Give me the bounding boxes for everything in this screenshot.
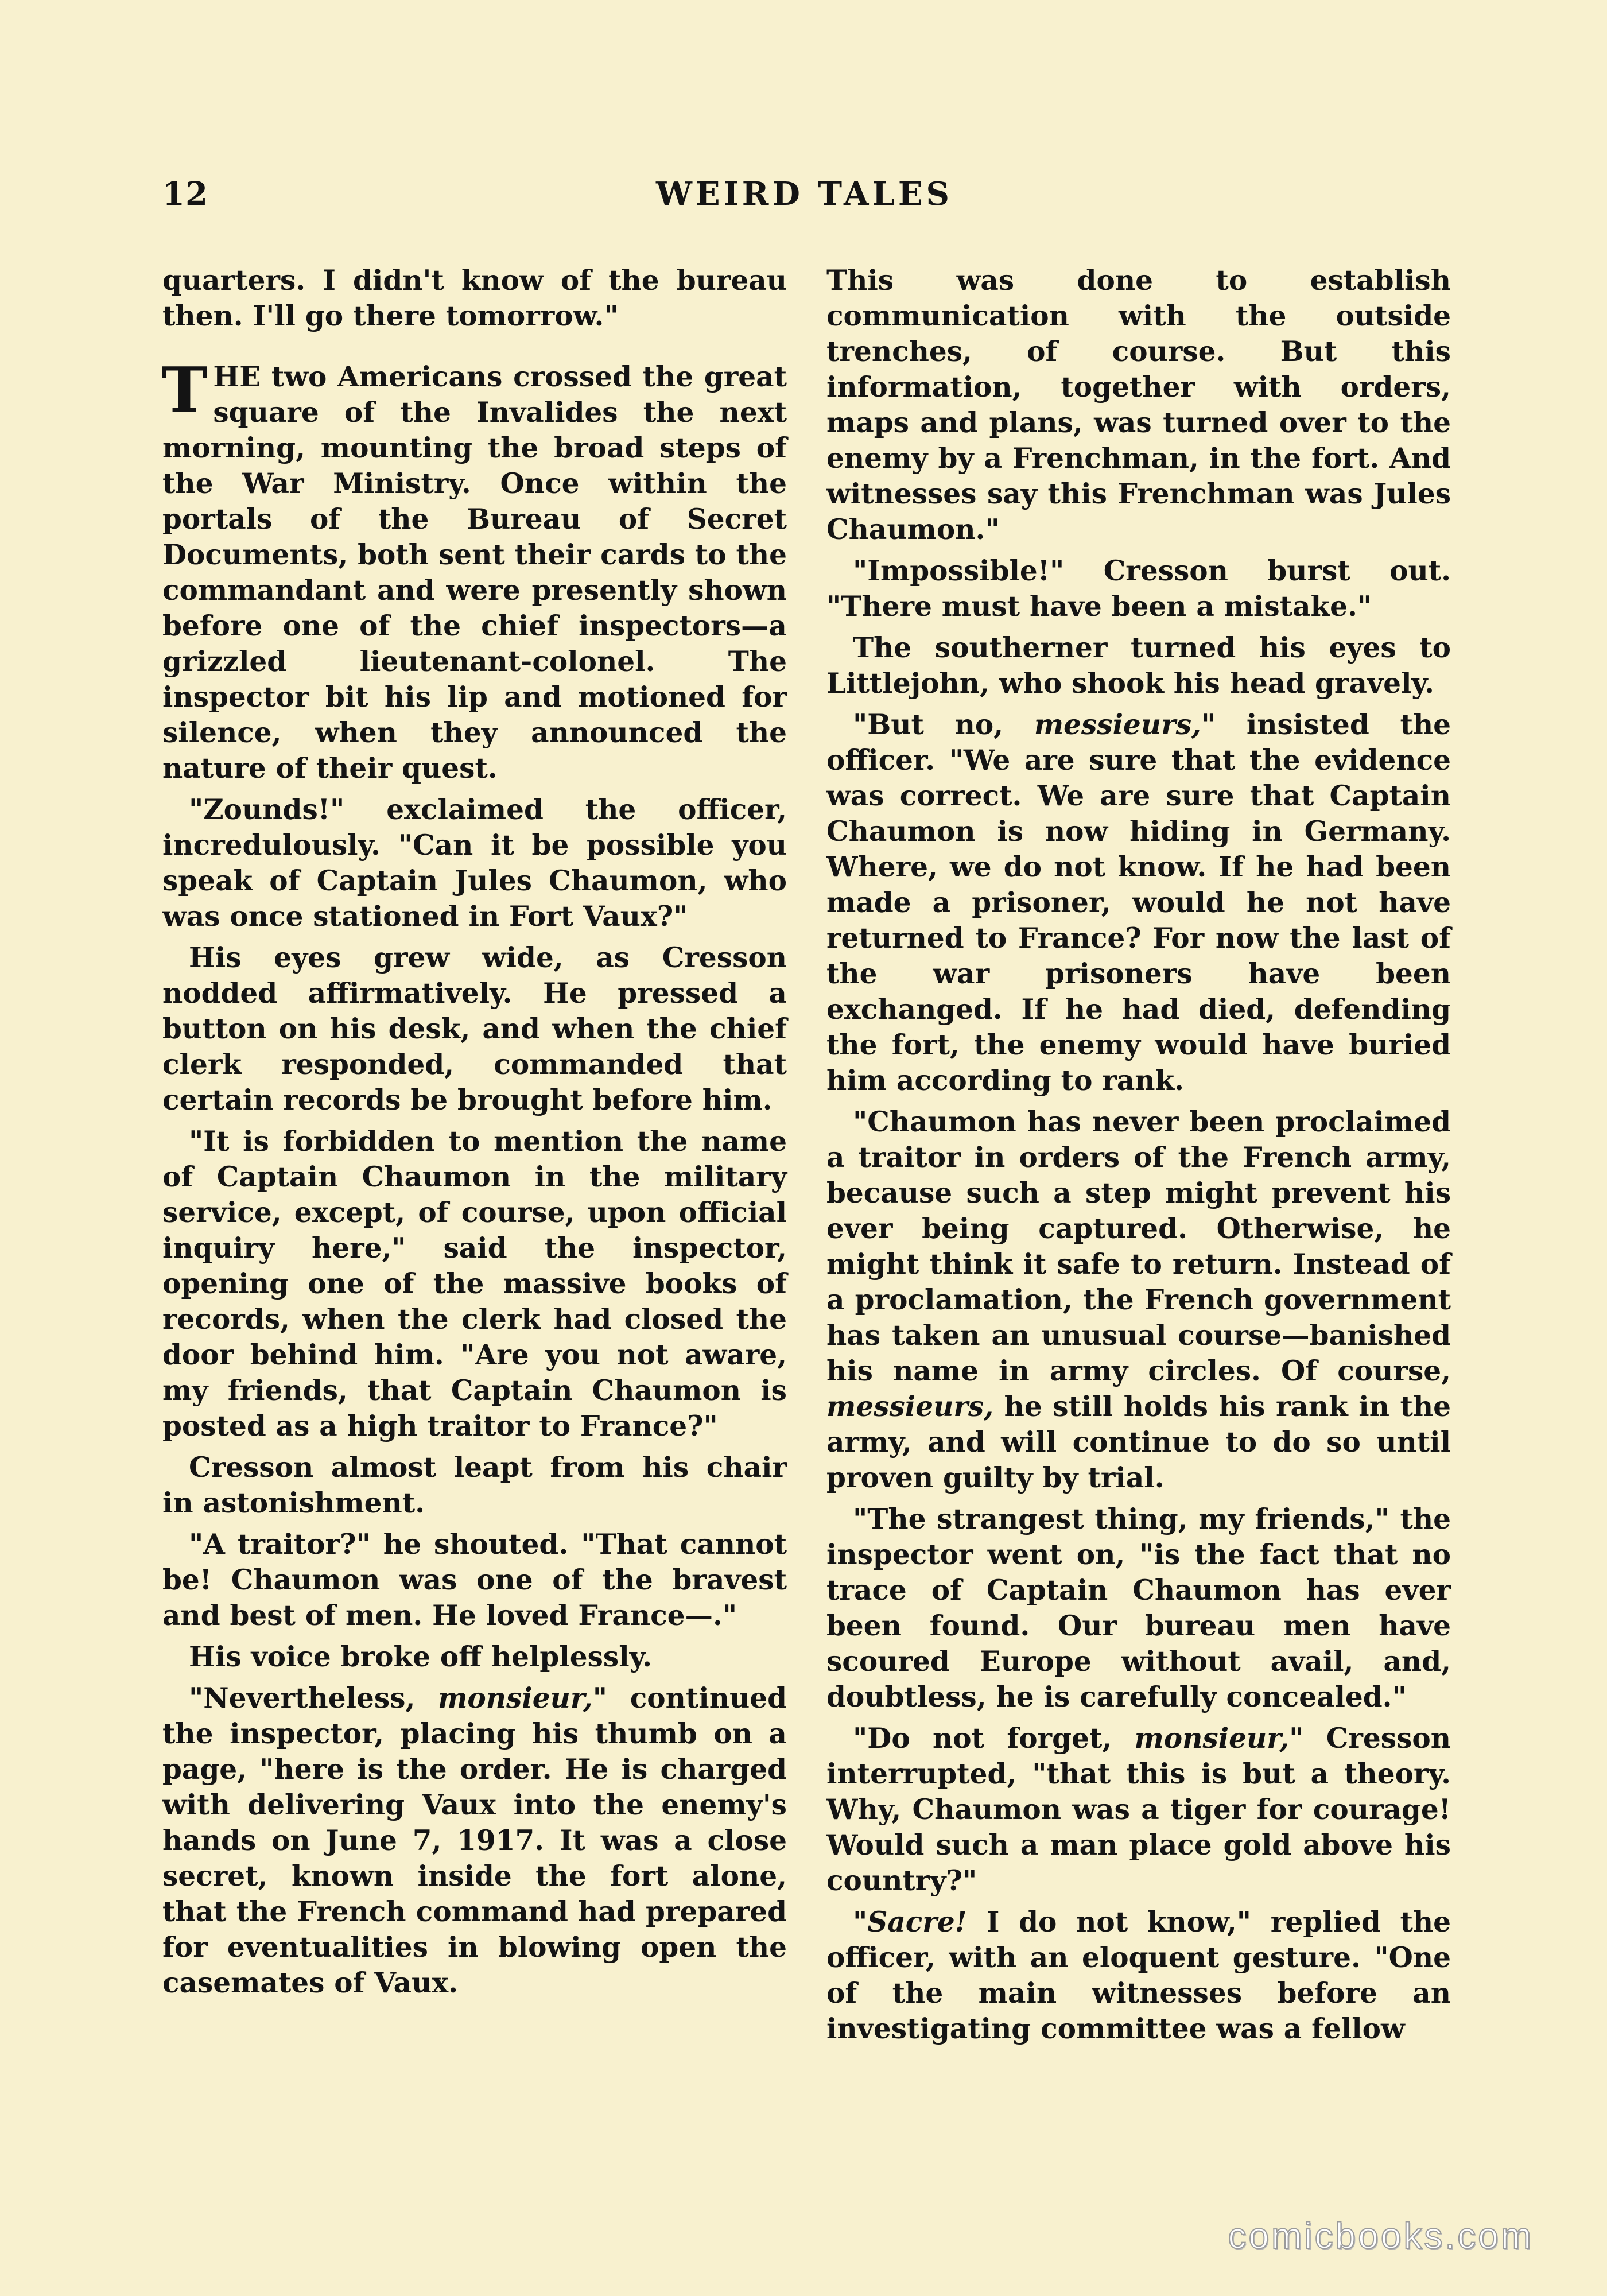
paragraph: This was done to establish communication with the outside trenches, of course. But this information, together with orders, maps and plans, was turned over to the enemy by a Frenchman, in the fort. And witnesses say this Frenchman was Jules Chaumon." (826, 264, 1451, 546)
paragraph-text: " insisted the officer. "We are sure that the evidence was correct. We are sure that Captain Chaumon is now hiding in Germany. Where, we do not know. If he had been made a prisoner, would he not have returned to France? For now the last of the war prisoners have been exchanged. If he had died, defending the fort, the enemy would have buried him according to rank. (826, 708, 1451, 1097)
paragraph-text: " Cresson interrupted, "that this is but a theory. Why, Chaumon was a tiger for courage! Would such a man place gold above his country?" (826, 1722, 1451, 1897)
watermark: comicbooks.com (1228, 2215, 1534, 2256)
paragraph: "Impossible!" Cresson burst out. "There must have been a mistake." (826, 554, 1451, 623)
italic-text: Sacre! (867, 1906, 967, 1938)
paragraph (826, 1721, 1451, 1899)
paragraph-text: " (853, 1906, 868, 1938)
paragraph: The southerner turned his eyes to Littlejohn, who shook his head gravely. (826, 631, 1451, 700)
italic-text: messieurs, (826, 1390, 994, 1423)
paragraph: "A traitor?" he shouted. "That cannot be! Chaumon was one of the bravest and best of men. He loved France—." (162, 1528, 787, 1632)
right-column (826, 263, 1451, 2053)
paragraph (162, 1681, 787, 2001)
paragraph-text: "Nevertheless, (189, 1682, 438, 1715)
paragraph: "It is forbidden to mention the name of Captain Chaumon in the military service, except, of course, upon official inquiry here," said the inspector, opening one of the massive books of records, when the clerk had closed the door behind him. "Are you not aware, my friends, that Captain Chaumon is posted as a high traitor to France?" (162, 1125, 787, 1442)
paragraph-text: HE two Americans crossed the great square of the Invalides the next morning, mounting the broad steps of the War Ministry. Once within the portals of the Bureau of Secret Documents, both sent their cards to the commandant and were presently shown before one of the chief inspectors—a grizzled lieutenant-colonel. The inspector bit his lip and motioned for silence, when they announced the nature of their quest. (162, 360, 787, 785)
paragraph-text: " continued the inspector, placing his thumb on a page, "here is the order. He is charged with delivering Vaux into the enemy's hands on June 7, 1917. It was a close secret, known inside the fort alone, that the French command had prepared for eventualities in blowing open the casemates of Vaux. (162, 1682, 787, 1999)
paragraph-text: I do not know," replied the officer, with an eloquent gesture. "One of the main witnesses before an investigating committee was a fellow (826, 1906, 1451, 2045)
paragraph (826, 707, 1451, 1099)
paragraph: "The strangest thing, my friends," the inspector went on, "is the fact that no trace of Captain Chaumon has ever been found. Our bureau men have scoured Europe without avail, and, doubtless, he is carefully concealed." (826, 1503, 1451, 1713)
left-column (162, 263, 787, 2007)
paragraph: "Zounds!" exclaimed the officer, incredulously. "Can it be possible you speak of Captain Jules Chaumon, who was once stationed in Fort Vaux?" (162, 793, 787, 933)
italic-text: monsieur, (438, 1682, 593, 1715)
paragraph: quarters. I didn't know of the bureau then. I'll go there tomorrow." (162, 264, 787, 332)
paragraph-text: "Do not forget, (853, 1722, 1135, 1755)
paragraph: Cresson almost leapt from his chair in astonishment. (162, 1451, 787, 1519)
paragraph (826, 1905, 1451, 2047)
paragraph-with-dropcap (161, 354, 787, 786)
paragraph (826, 1104, 1451, 1496)
paragraph: His voice broke off helplessly. (189, 1640, 653, 1673)
paragraph: His eyes grew wide, as Cresson nodded affirmatively. He pressed a button on his desk, and when the chief clerk responded, commanded that certain records be brought before him. (162, 941, 787, 1116)
running-title: WEIRD TALES (656, 175, 953, 213)
paragraph-text: "Chaumon has never been proclaimed a traitor in orders of the French army, because such a step might prevent his ever being captured. Otherwise, he might think it safe to return. Instead of a proclamation, the French government has taken an unusual course—banished his name in army circles. Of course, (826, 1106, 1451, 1387)
italic-text: messieurs, (1034, 708, 1201, 741)
paragraph-text: he still holds his rank in the army, and will continue to do so until proven guilty by trial. (826, 1390, 1451, 1494)
drop-cap: T (161, 354, 208, 426)
page-header (162, 175, 1446, 221)
italic-text: monsieur, (1134, 1722, 1290, 1755)
paragraph-text: "But no, (853, 708, 1034, 741)
page-number: 12 (162, 175, 208, 213)
